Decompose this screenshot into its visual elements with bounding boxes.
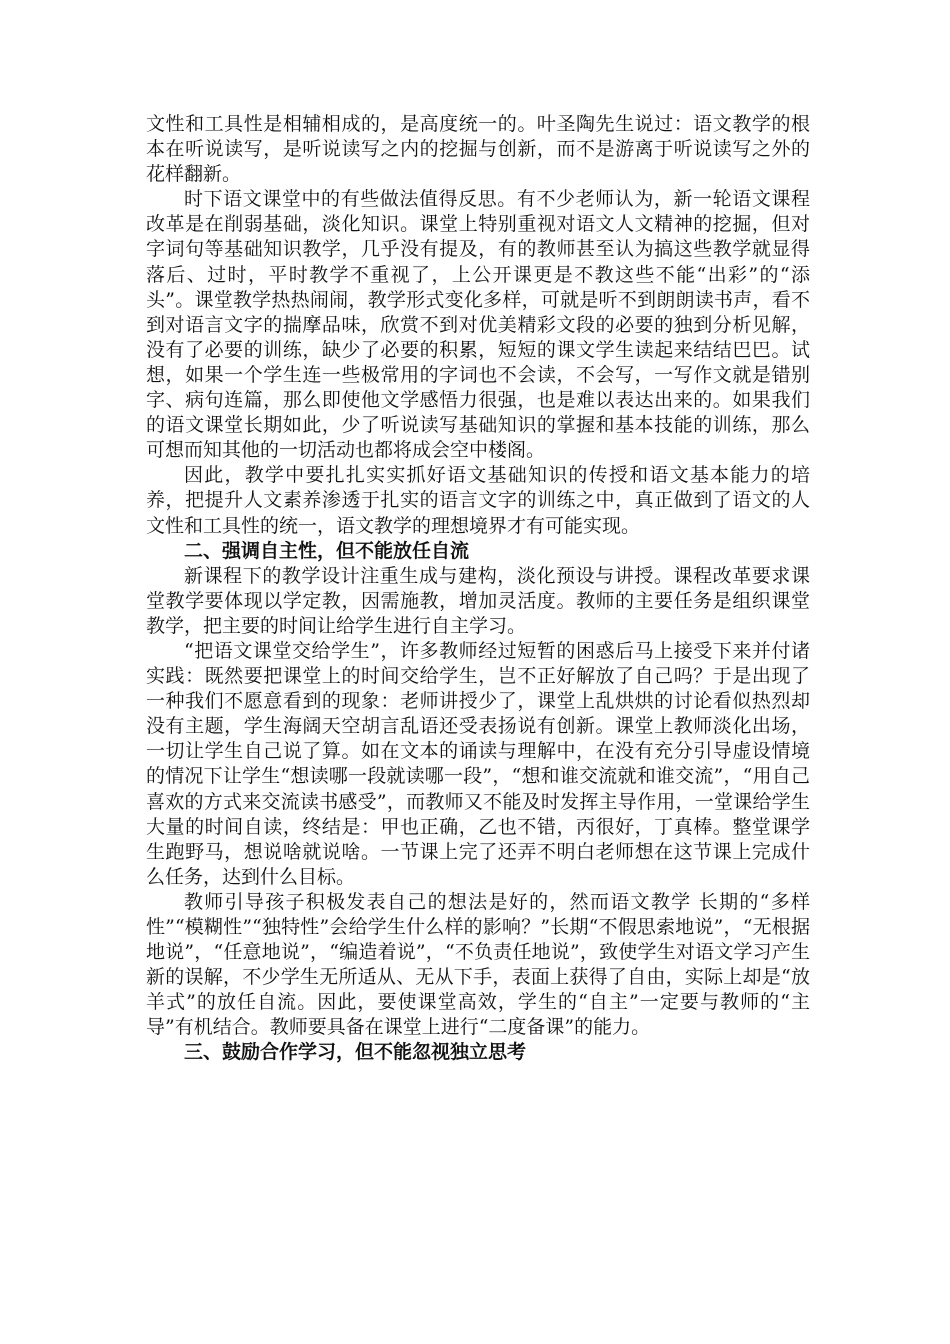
paragraph-continuation: 文性和工具性是相辅相成的，是高度统一的。叶圣陶先生说过：语文教学的根本在听说读写，是听说读写之内的挖掘与创新，而不是游离于听说读写之外的花样翻新。	[146, 113, 810, 186]
paragraph-new-curriculum: 新课程下的教学设计注重生成与建构，淡化预设与讲授。课程改革要求课堂教学要体现以学定教，因需施教，增加灵活度。教师的主要任务是组织课堂教学，把主要的时间让给学生进行自主学习。	[146, 564, 810, 637]
paragraph-conclusion: 因此，教学中要扎扎实实抓好语文基础知识的传授和语文基本能力的培养，把提升人文素养渗透于扎实的语言文字的训练之中，真正做到了语文的人文性和工具性的统一，语文教学的理想境界才有可能实现。	[146, 464, 810, 537]
paragraph-reflection: 时下语文课堂中的有些做法值得反思。有不少老师认为，新一轮语文课程改革是在削弱基础，淡化知识。课堂上特别重视对语文人文精神的挖掘，但对字词句等基础知识教学，几乎没有提及，有的教师甚至认为搞这些教学就显得落后、过时，平时教学不重视了，上公开课更是不教这些不能“出彩”的“添头”。课堂教学热热闹闹，教学形式变化多样，可就是听不到朗朗读书声，看不到对语言文字的揣摩品味，欣赏不到对优美精彩文段的必要的独到分析见解，没有了必要的训练，缺少了必要的积累，短短的课文学生读起来结结巴巴。试想，如果一个学生连一些极常用的字词也不会读，不会写，一写作文就是错别字、病句连篇，那么即使他文学感悟力很强，也是难以表达出来的。如果我们的语文课堂长期如此，少了听说读写基础知识的掌握和基本技能的训练，那么可想而知其他的一切活动也都将成会空中楼阁。	[146, 188, 810, 462]
section-heading-3: 三、鼓励合作学习，但不能忽视独立思考	[184, 1041, 527, 1064]
document-page	[146, 112, 810, 1066]
paragraph-teacher-guidance: 教师引导孩子积极发表自己的想法是好的，然而语文教学 长期的“多样性”“模糊性”“独特性”会给学生什么样的影响？”长期“不假思索地说”，“无根据地说”，“任意地说”，“编造着说”，“不负责任地说”，致使学生对语文学习产生新的误解，不少学生无所适从、无从下手，表面上获得了自由，实际上却是“放羊式”的放任自流。因此，要使课堂高效，学生的“自主”一定要与教师的“主导”有机结合。教师要具备在课堂上进行“二度备课”的能力。	[146, 890, 810, 1039]
section-heading-2: 二、强调自主性，但不能放任自流	[184, 539, 470, 562]
paragraph-hand-over-class: “把语文课堂交给学生”，许多教师经过短暂的困惑后马上接受下来并付诸实践：既然要把课堂上的时间交给学生，岂不正好解放了自己吗？于是出现了一种我们不愿意看到的现象：老师讲授少了，课堂上乱烘烘的讨论看似热烈却没有主题，学生海阔天空胡言乱语还受表扬说有创新。课堂上教师淡化出场，一切让学生自己说了算。如在文本的诵读与理解中，在没有充分引导虚设情境的情况下让学生“想读哪一段就读哪一段”，“想和谁交流就和谁交流”，“用自己喜欢的方式来交流读书感受”，而教师又不能及时发挥主导作用，一堂课给学生大量的时间自读，终结是：甲也正确，乙也不错，丙很好，丁真棒。整堂课学生跑野马，想说啥就说啥。一节课上完了还弄不明白老师想在这节课上完成什么任务，达到什么目标。	[146, 639, 810, 888]
